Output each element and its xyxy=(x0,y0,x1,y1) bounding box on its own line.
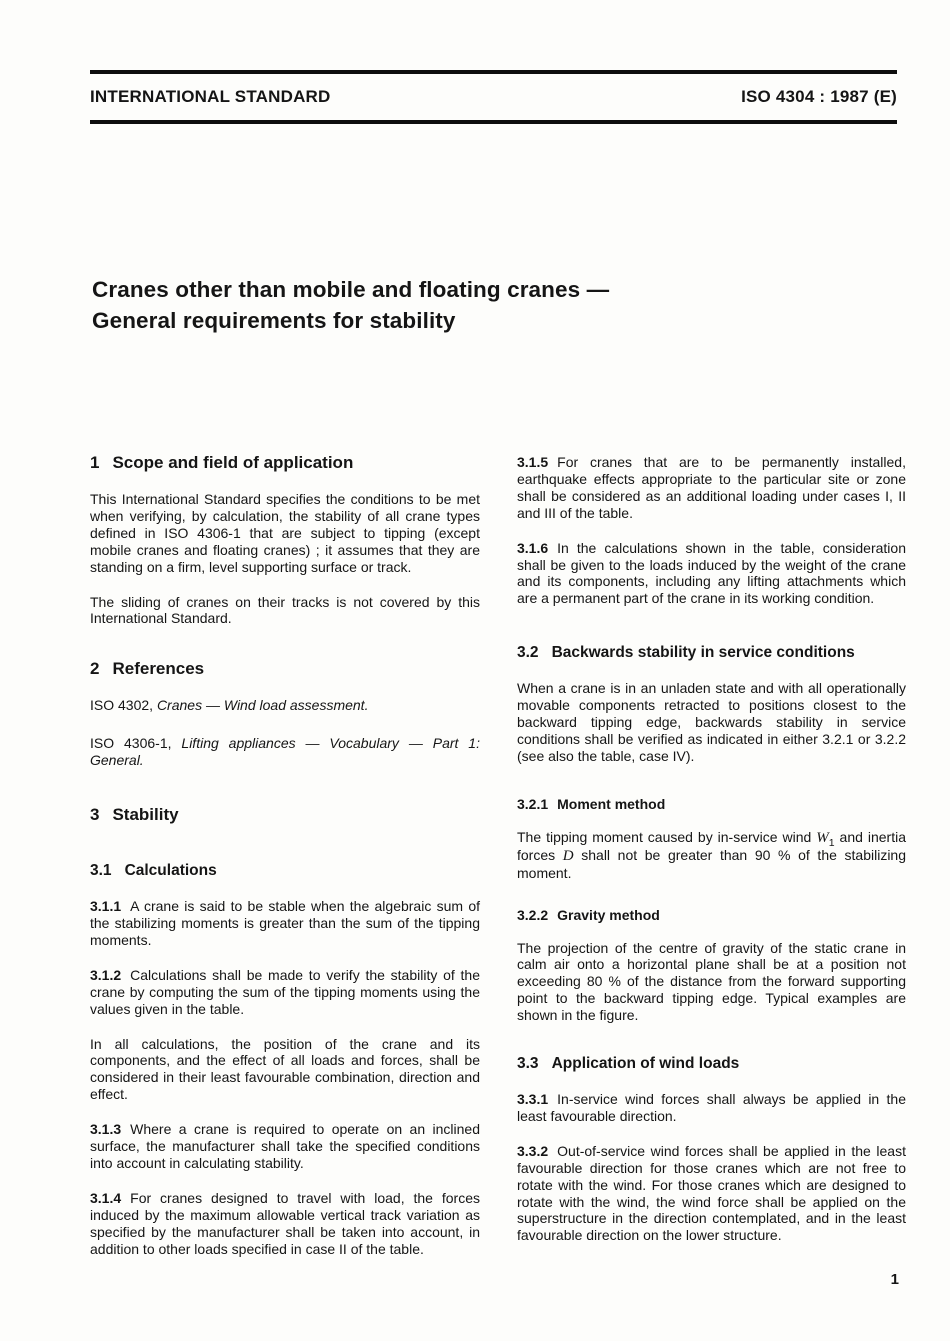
heading-moment-method-number: 3.2.1 xyxy=(517,795,549,812)
heading-moment-method-title: Moment method xyxy=(557,795,666,812)
right-column xyxy=(517,450,906,1275)
heading-scope-number: 1 xyxy=(90,453,100,472)
reference-iso-4302 xyxy=(90,697,480,714)
clause-3-1-4 xyxy=(90,1190,480,1258)
clause-3-1-2-number: 3.1.2 xyxy=(90,966,122,983)
clause-3-1-3-text: Where a crane is required to operate on an inclined surface, the manufacturer shall take the specified conditions into account in calculating stability. xyxy=(90,1121,480,1171)
reference-iso-4302-title: Cranes — Wind load assessment. xyxy=(156,697,369,714)
para-scope-2: The sliding of cranes on their tracks is not covered by this International Standard. xyxy=(90,593,480,627)
clause-3-1-1-text: A crane is said to be stable when the algebraic sum of the stabilizing moments is greater than the sum of the tipping moments. xyxy=(90,898,480,948)
para-gravity-method: The projection of the centre of gravity of the static crane in calm air onto a horizontal plane shall be at a position not exceeding 80 % of the distance from the forward supporting point to the backward tipping edge. Typical examples are shown in the figure. xyxy=(517,939,906,1024)
reference-iso-4306-1-number: ISO 4306-1, xyxy=(90,735,182,752)
clause-3-1-2-continued: In all calculations, the position of the crane and its components, and the effect of all loads and forces, shall be considered in their least favourable combination, direction and effect. xyxy=(90,1035,480,1103)
clause-3-3-1-text: In-service wind forces shall always be applied in the least favourable direction. xyxy=(517,1091,906,1124)
reference-iso-4302-number: ISO 4302, xyxy=(90,697,157,714)
para-scope-1: This International Standard specifies the conditions to be met when verifying, by calculation, the stability of all crane types defined in ISO 4306-1 that are subject to tipping (except mobile cranes and floating cranes) ; it assumes that they are standing on a firm, level supporting surface or track. xyxy=(90,491,480,575)
heading-calculations-number: 3.1 xyxy=(90,862,112,880)
symbol-d: D xyxy=(562,847,574,864)
heading-calculations-title: Calculations xyxy=(124,862,217,880)
symbol-w1-subscript: 1 xyxy=(828,836,835,849)
heading-wind-loads xyxy=(517,1054,906,1073)
clause-3-1-5-number: 3.1.5 xyxy=(517,454,549,470)
heading-references-number: 2 xyxy=(90,659,100,679)
header-bottom-rule xyxy=(90,120,897,124)
header-row xyxy=(90,74,897,120)
heading-references xyxy=(90,659,480,679)
heading-backwards-stability xyxy=(517,643,906,662)
clause-3-1-5 xyxy=(517,454,906,522)
heading-scope xyxy=(90,453,480,473)
clause-3-3-2-text: Out-of-service wind forces shall be applied in the least favourable direction for those cranes which are not free to rotate with the wind. For those cranes which are designed to rotate with the wind, the wind force shall be applied on the superstructure in the direction contemplated, and in the least favourable direction on the lower structure. xyxy=(517,1142,906,1244)
heading-calculations xyxy=(90,861,480,880)
heading-gravity-method-title: Gravity method xyxy=(557,906,660,923)
clause-3-3-2-number: 3.3.2 xyxy=(517,1142,549,1159)
page-header xyxy=(90,70,897,124)
clause-3-1-6-text: In the calculations shown in the table, consideration shall be given to the loads induced by the weight of the crane and its components, including any lifting attachments which are a permanent part of the crane in its working condition. xyxy=(517,539,906,607)
page-number: 1 xyxy=(890,1271,899,1288)
left-column xyxy=(90,450,480,1275)
para-moment-method-text3: shall not be greater than 90 % of the stabilizing moment. xyxy=(517,846,907,881)
para-moment-method-text2: and inertia forces xyxy=(517,828,906,863)
heading-wind-loads-title: Application of wind loads xyxy=(551,1055,740,1073)
clause-3-1-4-text: For cranes designed to travel with load, the forces induced by the maximum allowable vertical track variation as specified by the manufacturer shall be taken into account, in addition to other loads specified in case II of the table. xyxy=(90,1189,480,1257)
clause-3-1-3 xyxy=(90,1121,480,1172)
clause-3-1-2-text: Calculations shall be made to verify the stability of the crane by computing the sum of the tipping moments using the values given in the table. xyxy=(90,966,480,1017)
standard-type-label: INTERNATIONAL STANDARD xyxy=(90,86,331,106)
heading-moment-method xyxy=(517,795,906,813)
heading-backwards-stability-title: Backwards stability in service conditions xyxy=(551,644,855,662)
clause-3-3-1-number: 3.3.1 xyxy=(517,1091,549,1108)
clause-3-3-2 xyxy=(517,1143,906,1244)
symbol-w1: W xyxy=(816,829,829,846)
clause-3-1-6 xyxy=(517,540,906,608)
heading-backwards-stability-number: 3.2 xyxy=(517,644,539,662)
heading-wind-loads-number: 3.3 xyxy=(517,1055,539,1073)
heading-scope-title: Scope and field of application xyxy=(112,453,354,472)
para-backwards-stability: When a crane is in an unladen state and with all operationally movable components retracted to positions closest to the backward tipping edge, backwards stability in service conditions shall be verified as indicated in either 3.2.1 or 3.2.2 (see also the table, case IV). xyxy=(517,680,906,764)
clause-3-1-6-number: 3.1.6 xyxy=(517,539,549,556)
clause-3-3-1 xyxy=(517,1091,906,1125)
document-title-line1: Cranes other than mobile and floating cranes — xyxy=(92,277,610,302)
clause-3-1-1 xyxy=(90,898,480,949)
clause-3-1-3-number: 3.1.3 xyxy=(90,1121,122,1138)
clause-3-1-1-number: 3.1.1 xyxy=(90,898,122,915)
clause-3-1-4-number: 3.1.4 xyxy=(90,1189,122,1206)
document-title xyxy=(92,274,609,336)
heading-stability xyxy=(90,805,480,825)
document-title-line2: General requirements for stability xyxy=(92,308,456,333)
heading-stability-title: Stability xyxy=(112,805,179,825)
heading-gravity-method xyxy=(517,906,906,924)
para-moment-method-text1: The tipping moment caused by in-service wind xyxy=(517,828,817,845)
clause-3-1-5-text: For cranes that are to be permanently installed, earthquake effects appropriate to the particular site or zone shall be considered as an additional loading under cases I, II and III of the table. xyxy=(517,454,906,521)
reference-iso-4306-1 xyxy=(90,735,480,769)
standard-reference-label: ISO 4304 : 1987 (E) xyxy=(741,86,897,106)
two-column-body xyxy=(90,450,906,1275)
heading-gravity-method-number: 3.2.2 xyxy=(517,906,549,923)
reference-iso-4306-1-title: Lifting appliances — Vocabulary — Part 1: General. xyxy=(90,735,480,769)
para-moment-method xyxy=(517,829,906,882)
clause-3-1-2 xyxy=(90,967,480,1018)
heading-references-title: References xyxy=(112,659,205,679)
heading-stability-number: 3 xyxy=(90,805,100,825)
